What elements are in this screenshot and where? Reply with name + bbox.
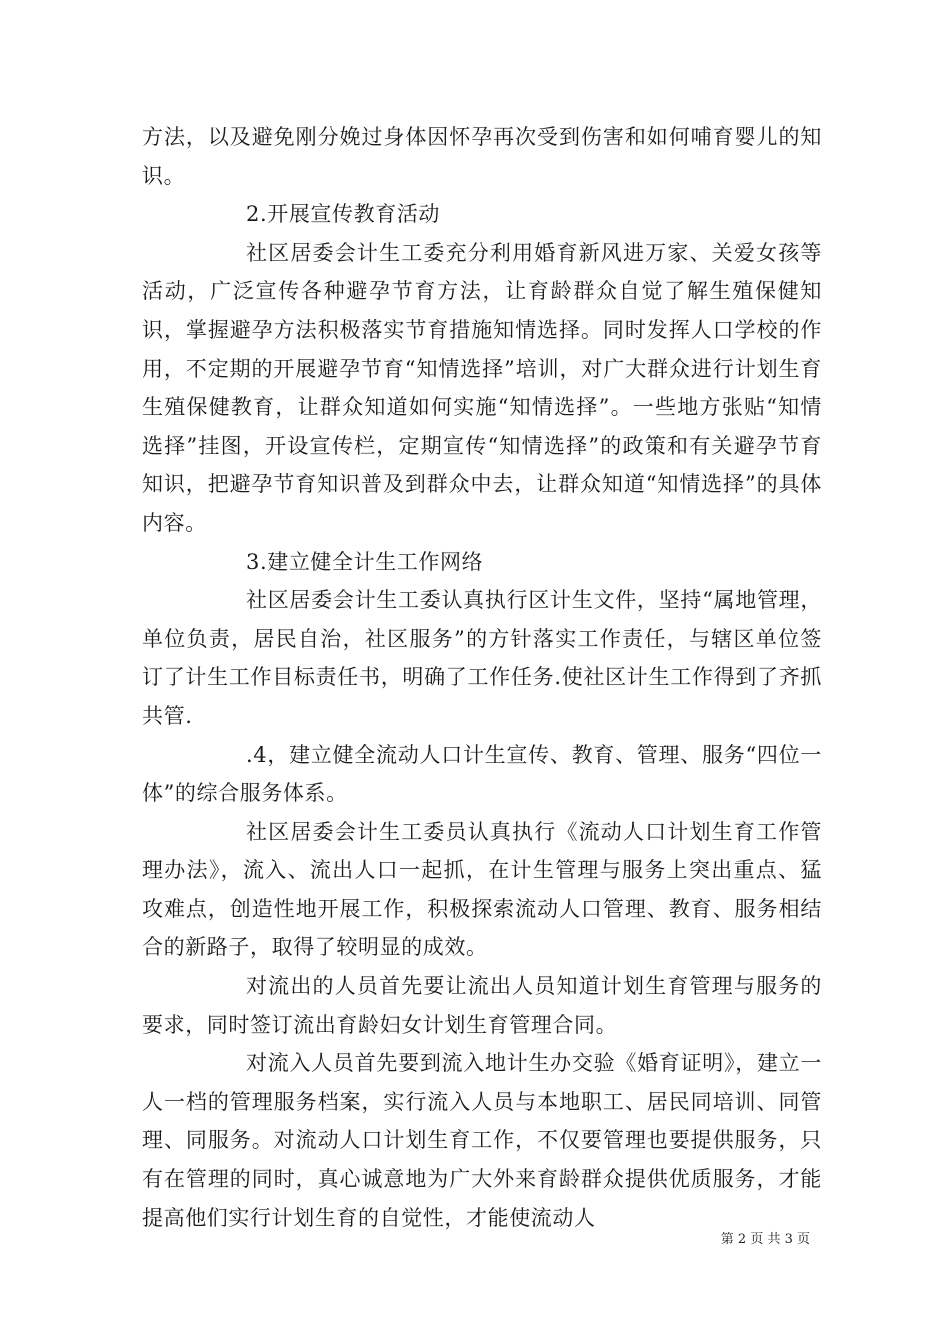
paragraph-inflow: 对流入人员首先要到流入地计生办交验《婚育证明》，建立一人一档的管理服务档案，实行流入人员与本地职工、居民同培训、同管理、同服务。对流动人口计划生育工作，不仅要管理也要提供服务，只有在管理的同时，真心诚意地为广大外来育龄群众提供优质服务，才能提高他们实行计划生育的自觉性，才能使流动人: [142, 1051, 822, 1230]
document-body: [142, 118, 822, 1237]
paragraph-floating-population: 社区居委会计生工委员认真执行《流动人口计划生育工作管理办法》，流入、流出人口一起抓，在计生管理与服务上突出重点、猛攻难点，创造性地开展工作，积极探索流动人口管理、教育、服务相结合的新路子，取得了较明显的成效。: [142, 819, 822, 960]
paragraph-publicity: 社区居委会计生工委充分利用婚育新风进万家、关爱女孩等活动，广泛宣传各种避孕节育方法，让育龄群众自觉了解生殖保健知识，掌握避孕方法积极落实节育措施知情选择。同时发挥人口学校的作用，不定期的开展避孕节育“知情选择”培训，对广大群众进行计划生育生殖保健教育，让群众知道如何实施“知情选择”。一些地方张贴“知情选择”挂图，开设宣传栏，定期宣传“知情选择”的政策和有关避孕节育知识，把避孕节育知识普及到群众中去，让群众知道“知情选择”的具体内容。: [142, 240, 822, 535]
paragraph-outflow: 对流出的人员首先要让流出人员知道计划生育管理与服务的要求，同时签订流出育龄妇女计划生育管理合同。: [142, 974, 822, 1037]
page-number-footer: 第 2 页 共 3 页: [720, 1232, 810, 1247]
paragraph-continuation: 方法，以及避免刚分娩过身体因怀孕再次受到伤害和如何哺育婴儿的知识。: [142, 125, 822, 188]
paragraph-network: 社区居委会计生工委认真执行区计生文件，坚持“属地管理，单位负责，居民自治，社区服务”的方针落实工作责任，与辖区单位签订了计生工作目标责任书，明确了工作任务.使社区计生工作得到了齐抓共管.: [142, 588, 822, 728]
section-heading-4: .4，建立健全流动人口计生宣传、教育、管理、服务“四位一体”的综合服务体系。: [142, 742, 822, 806]
section-heading-3: 3.建立健全计生工作网络: [246, 549, 484, 574]
section-heading-2: 2.开展宣传教育活动: [246, 202, 441, 227]
